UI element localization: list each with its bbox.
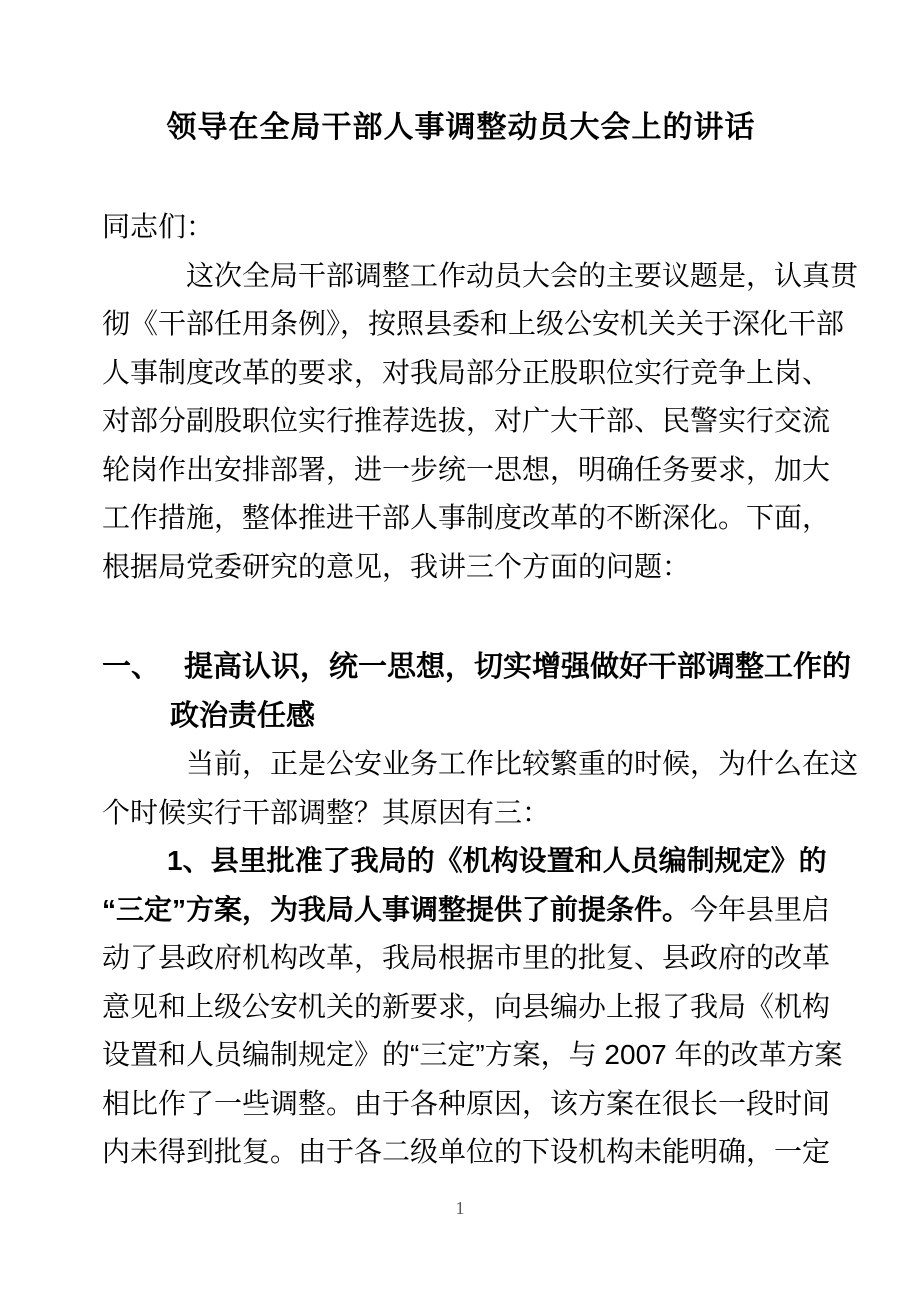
text-line: 动了县政府机构改革，我局根据市里的批复、县政府的改革 [102,942,831,973]
text-line: 相比作了一些调整。由于各种原因，该方案在很长一段时间 [102,1087,831,1119]
text-line: 工作措施，整体推进干部人事制度改革的不断深化。下面， [102,502,831,533]
text-line: 个时候实行干部调整？其原因有三： [102,796,551,828]
text-line: 轮岗作出安排部署，进一步统一思想，明确任务要求，加大 [102,453,831,485]
text-line: 1、县里批准了我局的《机构设置和人员编制规定》的 [167,845,827,876]
intro-paragraph [102,252,859,592]
text-line: 意见和上级公安机关的新要求，向县编办上报了我局《机构 [102,990,831,1022]
bold-text: “三定”方案，为我局人事调整提供了前提条件。 [102,893,691,925]
text-line: 内未得到批复。由于各二级单位的下设机构未能明确，一定 [102,1136,831,1167]
section-1-paragraph [102,740,859,837]
text-line [102,886,831,935]
text-line: 根据局党委研究的意见，我讲三个方面的问题： [102,550,691,582]
document-title: 领导在全局干部人事调整动员大会上的讲话 [166,111,756,144]
point-1-paragraph [102,837,843,1177]
text-line: 彻《干部任用条例》，按照县委和上级公安机关关于深化干部 [102,308,845,339]
heading-line: 政治责任感 [170,699,316,732]
text-line: 人事制度改革的要求，对我局部分正股职位实行竞争上岗、 [102,356,831,388]
page-number-footer: 1 [455,1198,465,1218]
heading-line [102,643,852,692]
text-line: 当前，正是公安业务工作比较繁重的时候，为什么在这 [186,748,859,779]
text-line: 设置和人员编制规定》的“三定”方案，与 2007 年的改革方案 [102,1039,843,1070]
section-number: 一、 [102,651,161,683]
regular-text: 今年县里启 [690,893,831,925]
text-line: 这次全局干部调整工作动员大会的主要议题是，认真贯 [186,259,859,291]
heading-text: 提高认识，统一思想，切实增强做好干部调整工作的 [184,651,852,683]
section-1-heading [102,643,852,740]
text-line: 对部分副股职位实行推荐选拔，对广大干部、民警实行交流 [102,405,831,436]
salutation: 同志们： [102,211,215,242]
document-body [102,203,859,1177]
